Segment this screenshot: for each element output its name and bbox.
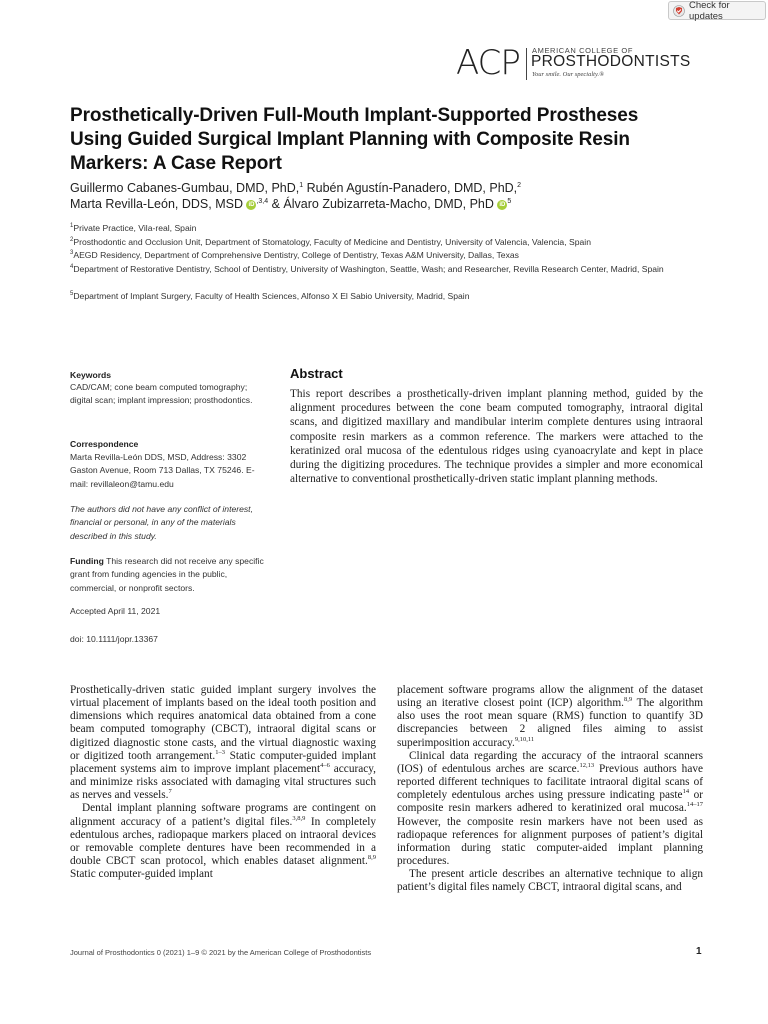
affiliation: $^3$AEGD Residency, Department of Comprehensive Dentistry, College of Dentistry, Texas A&M University, Dallas, Texas (70, 250, 519, 260)
journal-footer: Journal of Prosthodontics 0 (2021) 1–9 © 2021 by the American College of Prosthodontists (70, 948, 372, 957)
author-affiliation-ref: ,3,4 (256, 197, 269, 205)
citation-ref[interactable]: 3,8,9 (292, 814, 306, 822)
keywords-text: CAD/CAM; cone beam computed tomography; digital scan; implant impression; prosthodontics. (70, 382, 253, 406)
check-for-updates-label: Check for updates (689, 0, 730, 22)
body-paragraph: Clinical data regarding the accuracy of the intraoral scanners (IOS) of edentulous arches are scarce.$^{12,13}$ Previous authors have reported different techniques to facilitate intraoral digital scans of completely edentulous arches using pressure indicating paste$^{14}$ or composite resin markers adhered to keratinized oral mucosa.$^{14-17}$ However, the composite resin markers have not been used as radiopaque references for alignment purposes of patient’s digital information during static computer-aided implant planning procedures. (397, 749, 703, 868)
correspondence-heading: Correspondence (70, 439, 139, 449)
author-name: & Álvaro Zubizarreta-Macho, DMD, PhD (268, 197, 494, 211)
body-paragraph: Dental implant planning software programs are contingent on alignment accuracy of a patient’s digital files.$^{3,8,9}$ In completely edentulous arches, radiopaque markers placed on intraoral devices or removable complete dentures have been recommended in a double CBCT scan protocol, which enables dataset alignment.$^{8,9}$ Static computer-guided implant (70, 802, 377, 881)
citation-ref[interactable]: 1–3 (215, 749, 225, 757)
citation-ref[interactable]: 12,13 (579, 762, 595, 770)
author-affiliation-ref: 2 (517, 181, 522, 189)
logo-org-line2: PROSTHODONTISTS (531, 53, 691, 70)
correspondence-text: Marta Revilla-León DDS, MSD, Address: 3302 Gaston Avenue, Room 713 Dallas, TX 75246. E-mail: revillaleon@tamu.edu (70, 452, 255, 489)
accepted-date: Accepted April 11, 2021 (70, 606, 161, 616)
author-affiliation-ref: 5 (507, 197, 512, 205)
logo-org-line1: AMERICAN COLLEGE OF (532, 46, 634, 55)
abstract-text: This report describes a prosthetically-driven implant planning method, guided by the alignment procedures between the cone beam computed tomography, intraoral digital scans, and digitized maxillary and mandibular interim complete dentures using intraoral composite resin markers as a common reference. The markers were attached to the keratinized oral mucosa of the edentulous ridges using cyanoacrylate and kept in place during the digitizing procedures. The technique provides a simpler and more economical alternative to conventional prosthetically-driven static implant planning methods. (290, 388, 703, 486)
orcid-icon[interactable]: iD (248, 201, 255, 208)
keywords-heading: Keywords (70, 370, 112, 380)
author-affiliation-ref: 1 (299, 181, 304, 189)
crossmark-icon (673, 5, 685, 17)
author-name: Rubén Agustín-Panadero, DMD, PhD, (303, 181, 518, 195)
doi-link[interactable]: doi: 10.1111/jopr.13367 (70, 634, 158, 644)
logo-tagline: Your smile. Our specialty.® (532, 71, 605, 78)
orcid-icon[interactable]: iD (499, 201, 506, 208)
paper-title: Prosthetically-Driven Full-Mouth Implant-Supported Prostheses Using Guided Surgical Implant Planning with Composite Resin Markers: A Case Report (70, 105, 639, 174)
citation-ref[interactable]: 14–17 (686, 801, 703, 809)
body-column-right (397, 684, 703, 895)
logo-mark: ACP (456, 43, 520, 83)
citation-ref[interactable]: 7 (168, 788, 172, 796)
funding-statement (70, 555, 270, 595)
funding-text: This research did not receive any specific grant from funding agencies in the public, commercial, or nonprofit sectors. (70, 556, 264, 593)
citation-ref[interactable]: 14 (682, 788, 690, 796)
citation-ref[interactable]: 9,10,11 (514, 735, 535, 743)
body-column-left (70, 684, 376, 881)
body-paragraph: The present article describes an alternative technique to align patient’s digital files namely CBCT, intraoral digital scans, and (397, 868, 703, 894)
authors-line-1 (70, 180, 521, 196)
page-number: 1 (696, 946, 702, 957)
acp-logo (456, 44, 706, 84)
affiliation: $^4$Department of Restorative Dentistry, School of Dentistry, University of Washington, Seattle, Wash; and Researcher, Revilla Research Center, Madrid, Spain (70, 264, 664, 274)
check-for-updates-button[interactable] (668, 1, 766, 20)
citation-ref[interactable]: 4–6 (320, 762, 330, 770)
author-name: Marta Revilla-León, DDS, MSD (70, 197, 243, 211)
citation-ref[interactable]: 8,9 (367, 854, 376, 862)
body-paragraph: Prosthetically-driven static guided implant surgery involves the virtual placement of implants based on the ideal tooth position and dimensions which requires anatomical data obtained from a cone beam computed tomography (CBCT), intraoral digital scans or digitized diagnostic stone casts, and the virtual diagnostic waxing or digitized tooth arrangement.$^{1-3}$ Static computer-guided implant placement systems aim to improve implant placement$^{4-6}$ accuracy, and minimize risks associated with damaging vital structures such as nerves and vessels.$^7$ (70, 684, 376, 802)
funding-heading: Funding (70, 556, 104, 566)
affiliation: $^2$Prosthodontic and Occlusion Unit, Department of Stomatology, Faculty of Medicine and Dentistry, University of Valencia, Valencia, Spain (70, 237, 591, 247)
body-paragraph: placement software programs allow the alignment of the dataset using an iterative closest point (ICP) algorithm.$^{8,9}$ The algorithm also uses the root mean square (RMS) function to quantify 3D discrepancies between 2 aligned files aiming to assist superimposition accuracy.$^{9,10,11}$ (397, 684, 703, 749)
citation-ref[interactable]: 8,9 (623, 696, 633, 704)
abstract-heading: Abstract (290, 366, 343, 381)
affiliation: $^5$Department of Implant Surgery, Faculty of Health Sciences, Alfonso X El Sabio University, Madrid, Spain (70, 291, 470, 301)
author-name: Guillermo Cabanes-Gumbau, DMD, PhD, (70, 181, 300, 195)
affiliation: $^1$Private Practice, Vila-real, Spain (70, 223, 197, 233)
authors-line-2 (70, 196, 511, 212)
logo-divider (526, 48, 527, 80)
conflict-statement: The authors did not have any conflict of interest, financial or personal, in any of the materials described in this study. (70, 504, 253, 541)
